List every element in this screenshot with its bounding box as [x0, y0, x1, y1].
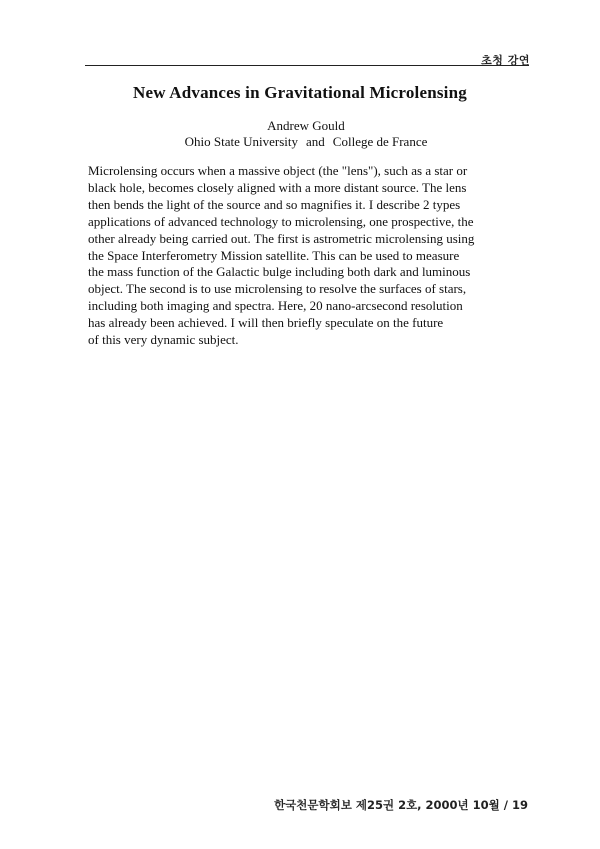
abstract-line: other already being carried out. The first is astrometric microlensing using [88, 230, 475, 246]
abstract-line: including both imaging and spectra. Here, 20 nano-arcsecond resolution [88, 298, 463, 314]
affiliation-college-de-france: College de France [332, 134, 428, 149]
section-label: 초청 강연 [481, 54, 530, 67]
affiliation-conjunction: and [306, 134, 325, 149]
abstract-line: then bends the light of the source and so magnifies it. I describe 2 types [88, 196, 461, 212]
abstract-line: applications of advanced technology to microlensing, one prospective, the [88, 213, 474, 229]
author-affiliation [0, 134, 600, 150]
abstract-line: the mass function of the Galactic bulge including both dark and luminous [88, 264, 471, 280]
abstract-line: the Space Interferometry Mission satellite. This can be used to measure [88, 247, 460, 263]
abstract-line: has already been achieved. I will then briefly speculate on the future [88, 315, 444, 331]
page-footer-citation: 한국천문학회보 제25권 2호, 2000년 10월 / 19 [274, 798, 528, 812]
affiliation-ohio-state: Ohio State University [184, 134, 299, 149]
abstract [88, 163, 528, 349]
abstract-line: object. The second is to use microlensing to resolve the surfaces of stars, [88, 281, 467, 297]
header-rule [85, 65, 529, 66]
author-name: Andrew Gould [267, 118, 345, 133]
abstract-line: Microlensing occurs when a massive object (the "lens"), such as a star or [88, 163, 468, 178]
abstract-line: black hole, becomes closely aligned with a more distant source. The lens [88, 179, 467, 195]
abstract-line: of this very dynamic subject. [88, 332, 239, 348]
article-title: New Advances in Gravitational Microlensing [133, 83, 467, 102]
